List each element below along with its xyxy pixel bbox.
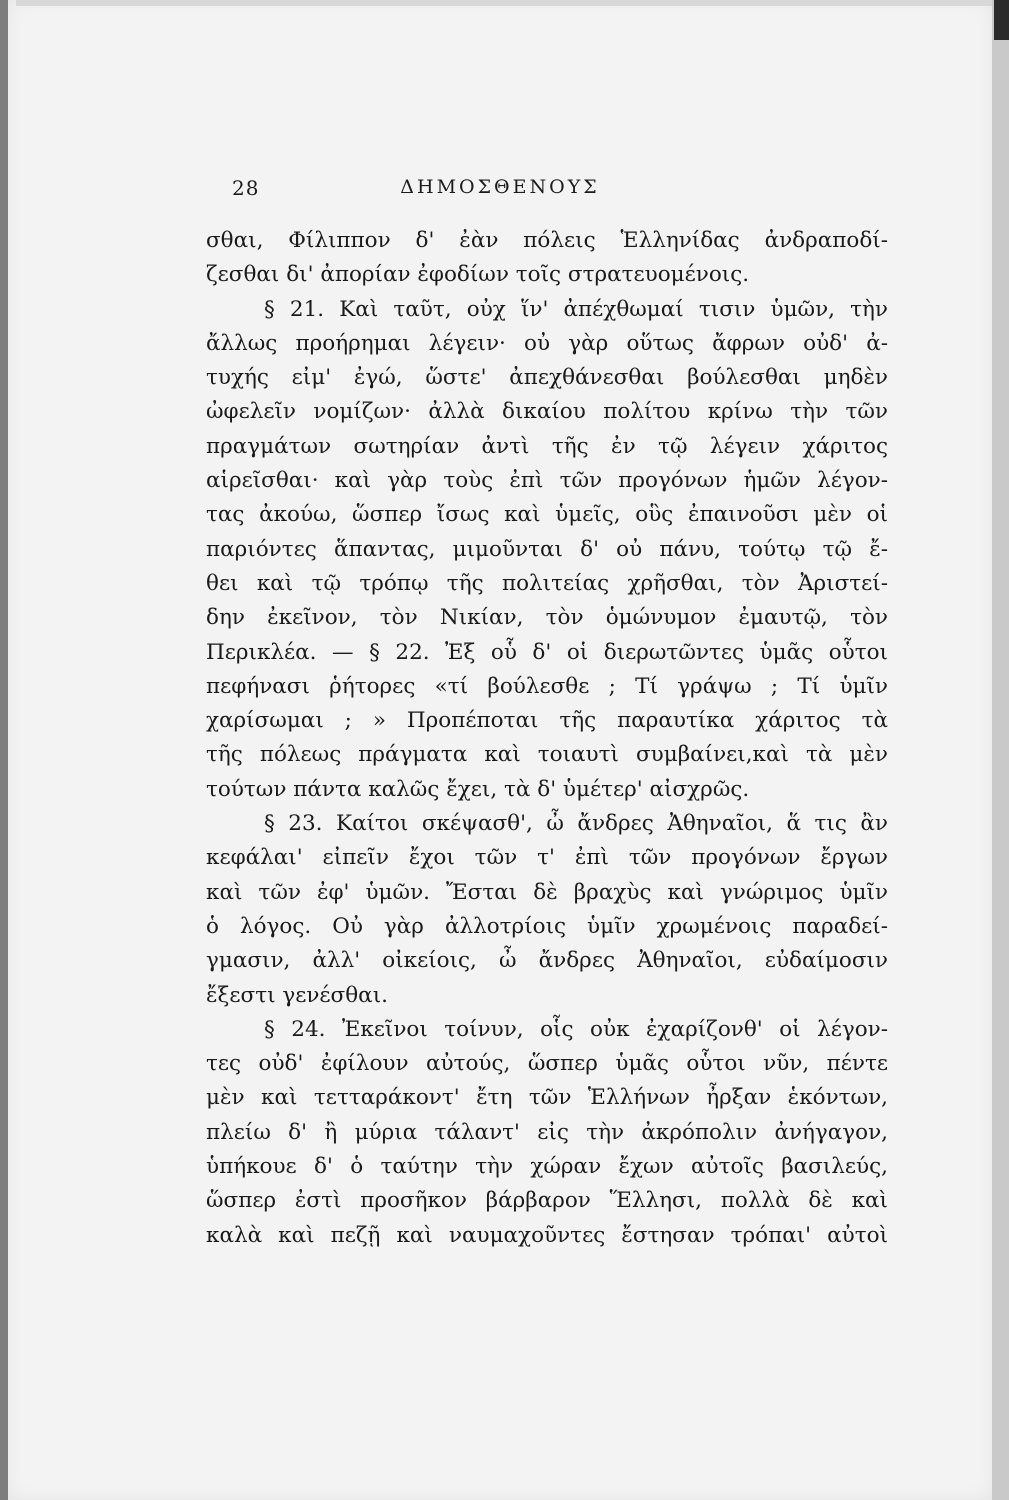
- running-title: ΔΗΜΟΣΘΕΝΟΥΣ: [400, 176, 600, 198]
- text-line: ὠφελεῖν νομίζων· ἀλλὰ δικαίου πολίτου κρίνω τὴν τῶν: [206, 399, 888, 425]
- text-line: ζεσθαι δι' ἀπορίαν ἐφοδίων τοῖς στρατευομένοις.: [206, 262, 750, 288]
- text-line: ὑπήκουε δ' ὁ ταύτην τὴν χώραν ἔχων αὐτοῖς βασιλεύς,: [206, 1154, 888, 1180]
- text-line: δην ἐκεῖνον, τὸν Νικίαν, τὸν ὁμώνυμον ἐμαυτῷ, τὸν: [206, 605, 888, 631]
- text-line: τούτων πάντα καλῶς ἔχει, τὰ δ' ὑμέτερ' αἰσχρῶς.: [206, 776, 750, 802]
- text-line: καλὰ καὶ πεζῇ καὶ ναυμαχοῦντες ἔστησαν τρόπαι' αὐτοὶ: [206, 1222, 888, 1248]
- text-line: ὥσπερ ἐστὶ προσῆκον βάρβαρον Ἕλλησι, πολλὰ δὲ καὶ: [206, 1188, 888, 1214]
- text-line: ὁ λόγος. Οὐ γὰρ ἀλλοτρίοις ὑμῖν χρωμένοις παραδεί-: [206, 913, 888, 939]
- text-line: χαρίσωμαι ; » Προπέποται τῆς παραυτίκα χάριτος τὰ: [206, 708, 888, 734]
- page-right-edge: [992, 0, 1009, 1500]
- text-line: πεφήνασι ῥήτορες «τί βούλεσθε ; Τί γράψω ; Τί ὑμῖν: [206, 673, 888, 699]
- text-line: τες οὐδ' ἐφίλουν αὐτούς, ὥσπερ ὑμᾶς οὗτοι νῦν, πέντε: [206, 1051, 888, 1077]
- text-line: αἱρεῖσθαι· καὶ γὰρ τοὺς ἐπὶ τῶν προγόνων ἡμῶν λέγον-: [206, 468, 888, 494]
- text-line: τῆς πόλεως πράγματα καὶ τοιαυτὶ συμβαίνει,καὶ τὰ μὲν: [206, 742, 888, 768]
- text-line: ἄλλως προήρημαι λέγειν· οὐ γὰρ οὕτως ἄφρων οὐδ' ἀ-: [206, 330, 888, 356]
- page-number: 28: [232, 176, 260, 200]
- text-line: Περικλέα. — § 22. Ἐξ οὗ δ' οἱ διερωτῶντες ὑμᾶς οὗτοι: [206, 639, 888, 665]
- text-line: § 21. Καὶ ταῦτ, οὐχ ἵν' ἀπέχθωμαί τισιν ὑμῶν, τὴν: [264, 296, 888, 322]
- text-line: πραγμάτων σωτηρίαν ἀντὶ τῆς ἐν τῷ λέγειν χάριτος: [206, 433, 888, 459]
- text-line: σθαι, Φίλιππον δ' ἐὰν πόλεις Ἑλληνίδας ἀνδραποδί-: [206, 228, 888, 253]
- text-line: παριόντες ἅπαντας, μιμοῦνται δ' οὐ πάνυ, τούτῳ τῷ ἔ-: [206, 536, 888, 562]
- body-text: [206, 224, 888, 1253]
- text-line: τυχής εἰμ' ἐγώ, ὥστε' ἀπεχθάνεσθαι βούλεσθαι μηδὲν: [206, 365, 888, 391]
- text-line: κεφάλαι' εἰπεῖν ἔχοι τῶν τ' ἐπὶ τῶν προγόνων ἔργων: [206, 845, 888, 871]
- page-top-edge: [16, 0, 1000, 6]
- text-line: τας ἀκούω, ὥσπερ ἴσως καὶ ὑμεῖς, οὓς ἐπαινοῦσι μὲν οἱ: [206, 502, 888, 528]
- text-line: καὶ τῶν ἐφ' ὑμῶν. Ἔσται δὲ βραχὺς καὶ γνώριμος ὑμῖν: [206, 879, 888, 905]
- text-line: μὲν καὶ τετταράκοντ' ἔτη τῶν Ἑλλήνων ἦρξαν ἑκόντων,: [206, 1085, 888, 1111]
- page-corner-shadow: [994, 0, 1009, 40]
- text-line: § 23. Καίτοι σκέψασθ', ὦ ἄνδρες Ἀθηναῖοι, ἅ τις ἂν: [264, 811, 888, 837]
- text-line: ἔξεστι γενέσθαι.: [206, 982, 388, 1008]
- book-page: [8, 0, 992, 1500]
- text-line: γμασιν, ἀλλ' οἰκείοις, ὦ ἄνδρες Ἀθηναῖοι, εὐδαίμοσιν: [206, 948, 888, 974]
- page-header: [8, 176, 992, 206]
- text-line: θει καὶ τῷ τρόπῳ τῆς πολιτείας χρῆσθαι, τὸν Ἀριστεί-: [206, 570, 888, 596]
- text-line: § 24. Ἐκεῖνοι τοίνυν, οἷς οὐκ ἐχαρίζονθ' οἱ λέγον-: [264, 1016, 888, 1042]
- text-line: πλείω δ' ἢ μύρια τάλαντ' εἰς τὴν ἀκρόπολιν ἀνήγαγον,: [206, 1119, 888, 1145]
